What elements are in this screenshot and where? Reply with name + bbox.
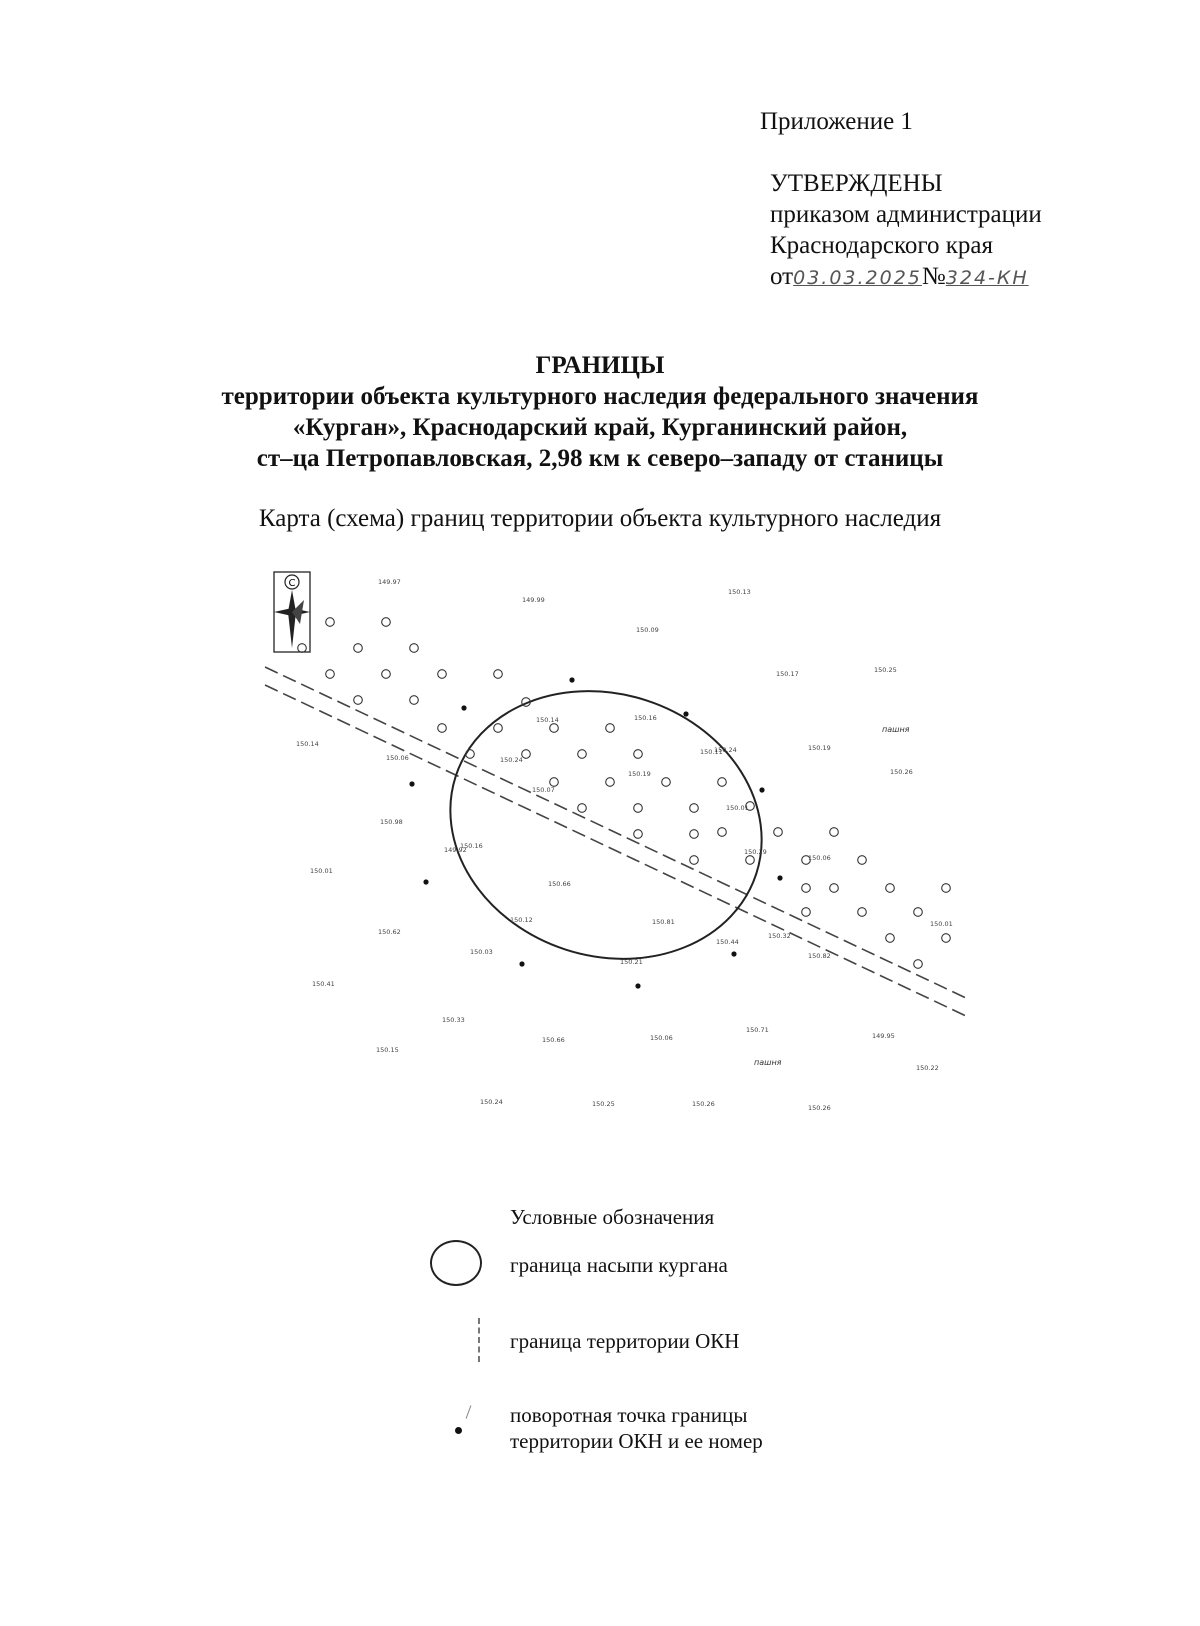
elevation-label: 150.98 — [380, 818, 403, 826]
map-marker-37 — [858, 856, 867, 865]
map-marker-32 — [690, 830, 699, 839]
map-marker-34 — [690, 856, 699, 865]
okn-legend-icon — [478, 1318, 480, 1362]
approval-date-line — [770, 261, 1042, 294]
okn-boundary — [265, 667, 966, 1016]
map-marker-8 — [438, 670, 447, 679]
map-marker-4 — [354, 644, 363, 653]
elevation-label: 150.24 — [500, 756, 523, 764]
turn-point-8 — [731, 951, 736, 956]
elevation-label: 150.16 — [634, 714, 657, 722]
map-marker-25 — [578, 804, 587, 813]
legend-turn-point-line-2: территории ОКН и ее номер — [510, 1429, 763, 1453]
elevation-label: 150.03 — [470, 948, 493, 956]
elevation-label: 150.16 — [460, 842, 483, 850]
turn-point-10 — [635, 983, 640, 988]
map-marker-27 — [690, 804, 699, 813]
elevation-label: 150.66 — [542, 1036, 565, 1044]
mound-legend-icon — [430, 1240, 482, 1286]
map-marker-35 — [746, 856, 755, 865]
map-marker-13 — [438, 724, 447, 733]
elevation-label: 149.99 — [522, 596, 545, 604]
turn-point-legend-icon — [455, 1427, 462, 1434]
field-label-2: пашня — [754, 1058, 782, 1067]
map-marker-16 — [606, 724, 615, 733]
map-marker-26 — [634, 804, 643, 813]
number-prefix: № — [921, 263, 946, 290]
legend-turn-point-line-1: поворотная точка границы — [510, 1403, 748, 1427]
map-marker-39 — [830, 884, 839, 893]
map-marker-31 — [634, 830, 643, 839]
elevation-label: 150.22 — [916, 1064, 939, 1072]
elevation-label: 150.62 — [378, 928, 401, 936]
map-marker-44 — [914, 908, 923, 917]
approval-number: 324-КН — [945, 267, 1029, 289]
title-line-1: ГРАНИЦЫ — [535, 352, 665, 379]
map-marker-42 — [802, 908, 811, 917]
elevation-label: 150.12 — [510, 916, 533, 924]
approved-title: УТВЕРЖДЕНЫ — [770, 170, 943, 197]
elevation-label: 150.25 — [592, 1100, 615, 1108]
map-marker-18 — [522, 750, 531, 759]
elevation-label: 150.29 — [744, 848, 767, 856]
turn-point-9 — [519, 961, 524, 966]
turn-point-7 — [777, 875, 782, 880]
map-marker-6 — [326, 670, 335, 679]
elevation-label: 150.14 — [536, 716, 559, 724]
map-marker-3 — [298, 644, 307, 653]
elevation-label: 150.66 — [548, 880, 571, 888]
boundary-map — [260, 560, 980, 1140]
field-label-1: пашня — [882, 725, 910, 734]
elevation-label: 150.19 — [628, 770, 651, 778]
turn-point-3 — [683, 711, 688, 716]
map-marker-45 — [886, 934, 895, 943]
map-marker-22 — [606, 778, 615, 787]
legend-turn-point-label — [510, 1402, 763, 1454]
elevation-label: 150.24 — [480, 1098, 503, 1106]
map-marker-9 — [494, 670, 503, 679]
map-marker-46 — [942, 934, 951, 943]
annex-label: Приложение 1 — [760, 108, 913, 135]
map-marker-38 — [802, 884, 811, 893]
map-marker-33 — [718, 828, 727, 837]
elevation-label: 150.33 — [442, 1016, 465, 1024]
elevation-label: 150.01 — [726, 804, 749, 812]
title-line-2: территории объекта культурного наследия федерального значения — [221, 383, 979, 410]
map-marker-43 — [858, 908, 867, 917]
map-marker-14 — [494, 724, 503, 733]
approval-block — [770, 168, 1042, 294]
map-marker-29 — [774, 828, 783, 837]
map-marker-11 — [410, 696, 419, 705]
map-marker-2 — [382, 618, 391, 627]
elevation-label: 150.21 — [620, 958, 643, 966]
title-line-3: «Курган», Краснодарский край, Курганинский район, — [292, 414, 908, 441]
map-marker-15 — [550, 724, 559, 733]
map-marker-10 — [354, 696, 363, 705]
legend-okn-label: граница территории ОКН — [510, 1329, 740, 1353]
elevation-label: 150.19 — [808, 744, 831, 752]
elevation-label: 150.11 — [700, 748, 723, 756]
elevation-label: 149.95 — [872, 1032, 895, 1040]
elevation-labels — [296, 578, 953, 1112]
elevation-label: 150.41 — [312, 980, 335, 988]
elevation-label: 149.92 — [444, 846, 467, 854]
elevation-label: 149.97 — [378, 578, 401, 586]
map-marker-1 — [326, 618, 335, 627]
title-line-4: ст–ца Петропавловская, 2,98 км к северо–западу от станицы — [256, 445, 944, 472]
approved-line-2: Краснодарского края — [770, 232, 993, 259]
turn-point-tick-icon — [466, 1405, 472, 1418]
turn-point-4 — [759, 787, 764, 792]
mound-boundary — [415, 652, 796, 999]
map-markers — [298, 618, 951, 969]
date-prefix: от — [770, 263, 794, 290]
map-marker-7 — [382, 670, 391, 679]
legend-mound-label: граница насыпи кургана — [510, 1253, 728, 1277]
elevation-label: 150.82 — [808, 952, 831, 960]
north-arrow-icon — [274, 572, 310, 652]
elevation-label: 150.26 — [890, 768, 913, 776]
map-subtitle: Карта (схема) границ территории объекта культурного наследия — [258, 505, 942, 532]
map-marker-17 — [466, 750, 475, 759]
map-marker-21 — [550, 778, 559, 787]
elevation-label: 150.44 — [716, 938, 739, 946]
map-marker-41 — [942, 884, 951, 893]
legend-title: Условные обозначения — [510, 1205, 715, 1229]
elevation-label: 150.17 — [776, 670, 799, 678]
elevation-label: 150.26 — [808, 1104, 831, 1112]
elevation-label: 150.32 — [768, 932, 791, 940]
map-marker-40 — [886, 884, 895, 893]
turn-point-2 — [461, 705, 466, 710]
approved-line-1: приказом администрации — [770, 201, 1042, 228]
turn-point-6 — [423, 879, 428, 884]
elevation-label: 150.14 — [296, 740, 319, 748]
elevation-label: 150.13 — [728, 588, 751, 596]
turn-point-1 — [569, 677, 574, 682]
map-marker-19 — [578, 750, 587, 759]
turn-point-5 — [409, 781, 414, 786]
map-marker-24 — [718, 778, 727, 787]
elevation-label: 150.07 — [532, 786, 555, 794]
elevation-label: 150.01 — [310, 867, 333, 875]
map-marker-20 — [634, 750, 643, 759]
elevation-label: 150.15 — [376, 1046, 399, 1054]
elevation-label: 150.06 — [650, 1034, 673, 1042]
map-marker-23 — [662, 778, 671, 787]
elevation-label: 150.25 — [874, 666, 897, 674]
elevation-label: 150.81 — [652, 918, 675, 926]
elevation-label: 150.06 — [386, 754, 409, 762]
elevation-label: 150.71 — [746, 1026, 769, 1034]
elevation-label: 150.24 — [714, 746, 737, 754]
elevation-label: 150.06 — [808, 854, 831, 862]
map-marker-5 — [410, 644, 419, 653]
north-label: С — [288, 578, 296, 589]
elevation-label: 150.01 — [930, 920, 953, 928]
approval-date: 03.03.2025 — [793, 267, 922, 289]
map-marker-30 — [830, 828, 839, 837]
elevation-label: 150.26 — [692, 1100, 715, 1108]
elevation-label: 150.09 — [636, 626, 659, 634]
document-title — [0, 350, 1200, 474]
map-marker-47 — [914, 960, 923, 969]
